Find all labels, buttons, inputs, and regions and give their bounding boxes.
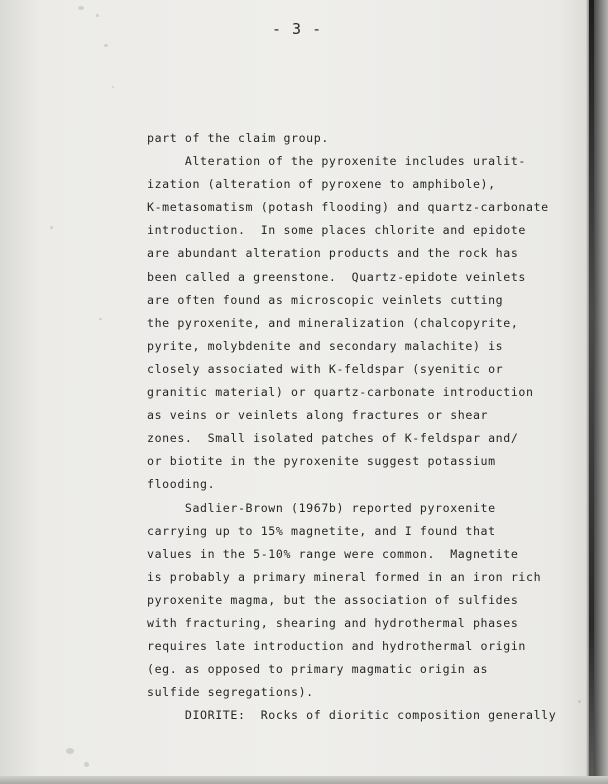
text-line: (eg. as opposed to primary magmatic origin as	[147, 662, 489, 677]
text-line: flooding.	[147, 477, 216, 492]
scan-speckle	[112, 86, 114, 88]
scan-speckle	[84, 762, 89, 767]
text-line: K-metasomatism (potash flooding) and quartz-carbonate	[147, 200, 549, 215]
scan-speckle	[78, 6, 84, 10]
text-line: ization (alteration of pyroxene to amphibole),	[147, 177, 496, 192]
text-line: or biotite in the pyroxenite suggest potassium	[147, 454, 496, 469]
text-line: are often found as microscopic veinlets cutting	[147, 292, 504, 307]
body-text	[147, 127, 567, 727]
text-line: Alteration of the pyroxenite includes uralit-	[147, 154, 527, 169]
text-line: pyroxenite magma, but the association of sulfides	[147, 592, 519, 607]
text-line: carrying up to 15% magnetite, and I found that	[147, 523, 496, 538]
text-line: granitic material) or quartz-carbonate introduction	[147, 385, 534, 400]
text-line: are abundant alteration products and the rock has	[147, 246, 519, 261]
text-line: sulfide segregations).	[147, 685, 314, 700]
text-line: part of the claim group.	[147, 131, 329, 145]
text-line: been called a greenstone. Quartz-epidote veinlets	[147, 269, 527, 284]
scan-speckle	[96, 14, 99, 17]
text-line: pyrite, molybdenite and secondary malachite) is	[147, 338, 504, 353]
text-line: values in the 5-10% range were common. Magnetite	[147, 546, 519, 561]
bottom-edge	[0, 776, 608, 784]
text-line: is probably a primary mineral formed in an iron rich	[147, 569, 542, 584]
text-line: closely associated with K-feldspar (syenitic or	[147, 361, 504, 376]
scan-speckle	[50, 226, 53, 229]
text-line: as veins or veinlets along fractures or shear	[147, 408, 489, 423]
text-line: the pyroxenite, and mineralization (chalcopyrite,	[147, 315, 519, 330]
scan-speckle	[99, 318, 102, 320]
scan-speckle	[104, 44, 108, 47]
text-line: DIORITE: Rocks of dioritic composition generally	[147, 708, 557, 723]
text-line: zones. Small isolated patches of K-feldspar and/	[147, 431, 519, 446]
scan-speckle	[578, 700, 581, 703]
page-edge-shadow	[589, 0, 594, 784]
text-line: with fracturing, shearing and hydrothermal phases	[147, 615, 519, 630]
text-line: introduction. In some places chlorite and epidote	[147, 223, 527, 238]
text-line: Sadlier-Brown (1967b) reported pyroxenite	[147, 500, 496, 515]
scan-speckle	[66, 748, 74, 754]
text-line: requires late introduction and hydrothermal origin	[147, 639, 527, 654]
page-number: - 3 -	[272, 20, 323, 38]
